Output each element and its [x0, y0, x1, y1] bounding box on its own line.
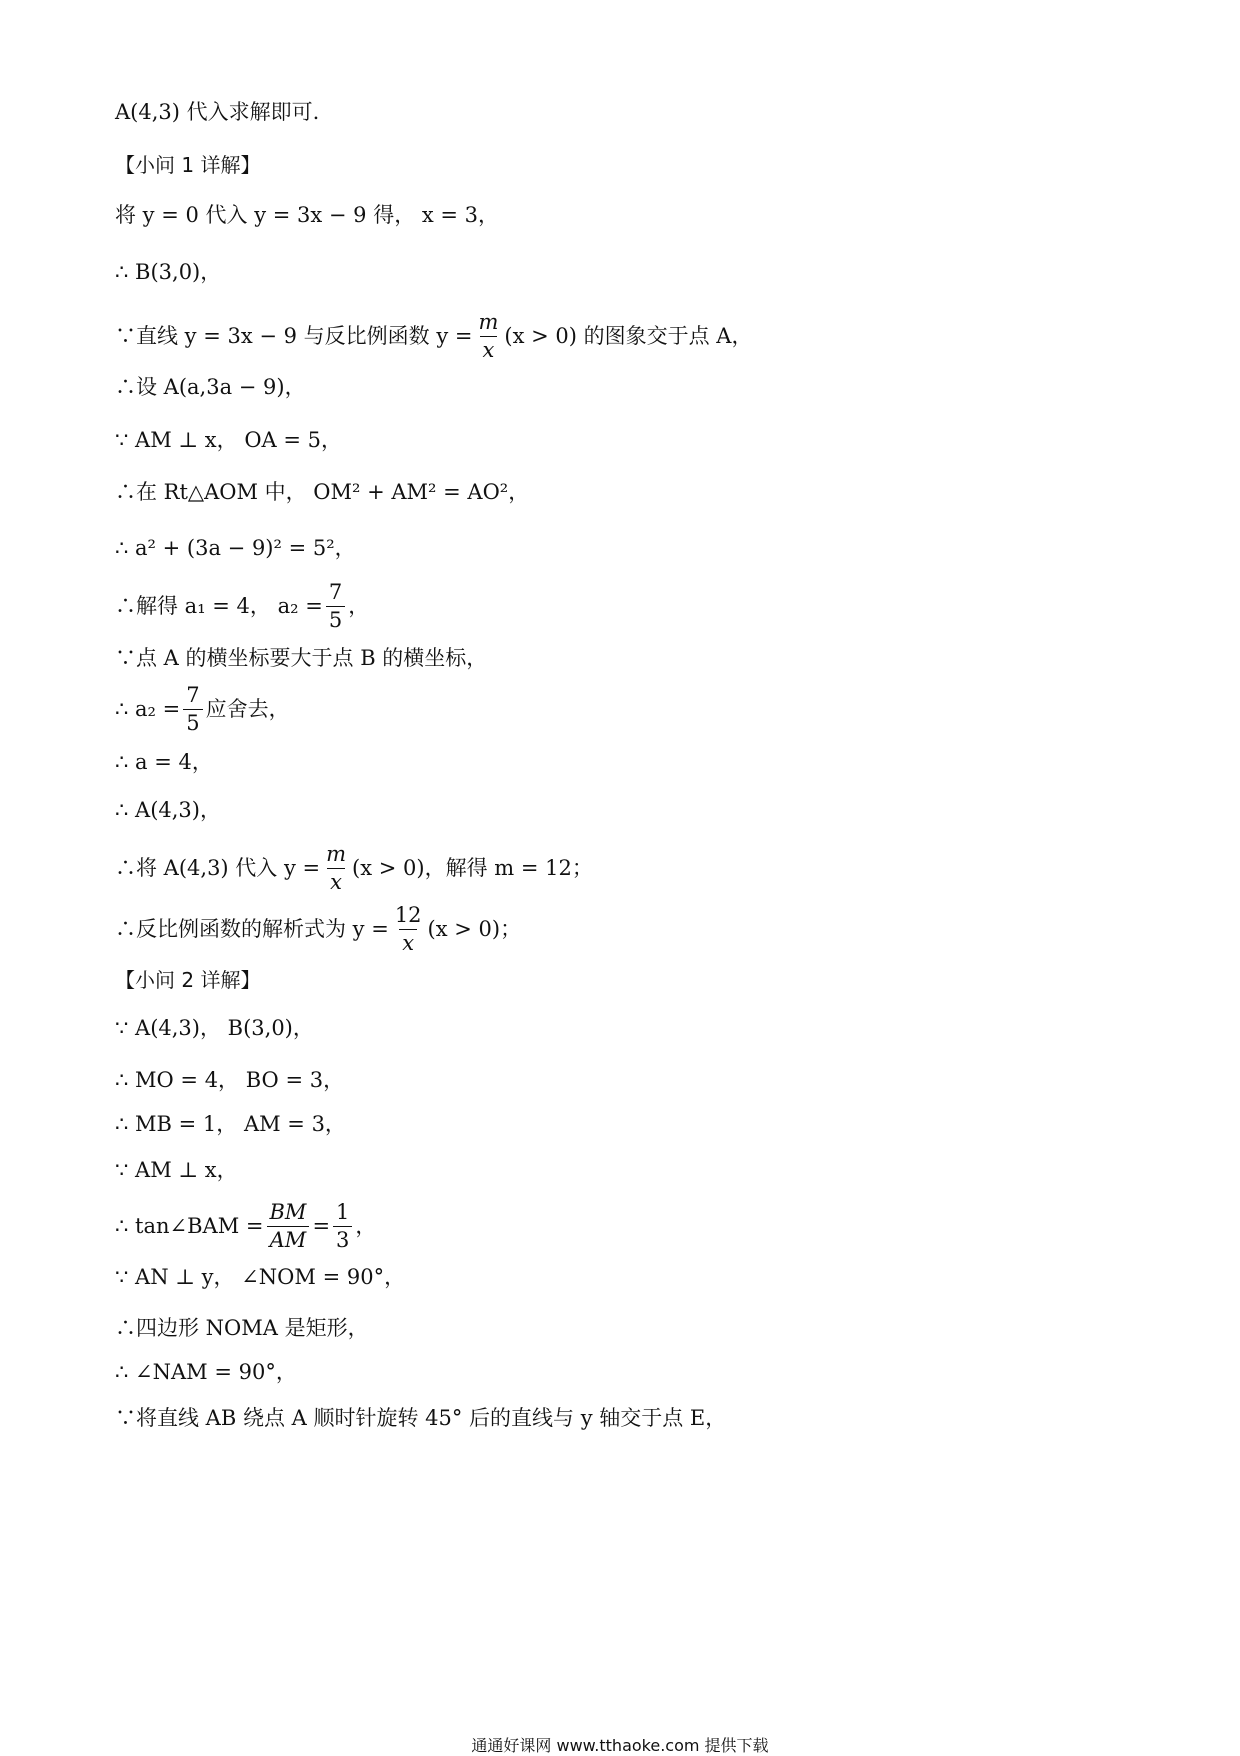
fraction: $\frac{BM}{AM}$	[267, 1202, 310, 1251]
text-line: ∴ A(4,3)，	[115, 798, 221, 822]
text-line: ∴ a₂ = $\frac{7}{5}$ 应舍去，	[115, 683, 290, 735]
text-line: ∴在 Rt△AOM 中， OM² + AM² = AO²，	[115, 480, 530, 504]
text-line: ∴ a = 4，	[115, 750, 213, 774]
section-heading-q1: 【小问 1 详解】	[115, 153, 261, 177]
text-line: 将 y = 0 代入 y = 3x − 9 得， x = 3，	[115, 203, 500, 227]
page-footer: 通通好课网 www.tthaoke.com 提供下载	[471, 1736, 769, 1755]
text-line: ∴ tan∠BAM = $\frac{BM}{AM}$ = $\frac{1}{3}$ ，	[115, 1200, 377, 1252]
text-line: ∴反比例函数的解析式为 y = $\frac{12}{x}$ (x > 0)；	[115, 903, 522, 955]
text-line: ∴将 A(4,3) 代入 y = $\frac{m}{x}$ (x > 0)，解得 m = 12；	[115, 842, 593, 894]
fraction: $\frac{7}{5}$	[183, 685, 202, 734]
text-line: ∴ ∠NAM = 90°，	[115, 1360, 297, 1384]
text-line: ∵ A(4,3)， B(3,0)，	[115, 1016, 314, 1040]
text-line: ∵将直线 AB 绕点 A 顺时针旋转 45° 后的直线与 y 轴交于点 E，	[115, 1406, 727, 1430]
text-line: ∴ a² + (3a − 9)² = 5²，	[115, 536, 356, 560]
fraction: $\frac{7}{5}$	[326, 582, 345, 631]
fraction: $\frac{1}{3}$	[333, 1202, 352, 1251]
text-line: ∴ MB = 1， AM = 3，	[115, 1112, 346, 1136]
text-line: ∵直线 y = 3x − 9 与反比例函数 y = $\frac{m}{x}$ (x > 0) 的图象交于点 A，	[115, 310, 753, 362]
section-heading-q2: 【小问 2 详解】	[115, 968, 261, 992]
text-line: ∴ MO = 4， BO = 3，	[115, 1068, 345, 1092]
text-line: ∵ AM ⊥ x， OA = 5，	[115, 428, 343, 452]
fraction: $\frac{m}{x}$	[478, 310, 499, 362]
fraction: $\frac{m}{x}$	[326, 842, 347, 894]
text-line: ∴ B(3,0)，	[115, 260, 222, 284]
text-line: ∵ AN ⊥ y， ∠NOM = 90°，	[115, 1265, 406, 1289]
fraction: $\frac{12}{x}$	[394, 903, 422, 955]
text-line: ∵ AM ⊥ x，	[115, 1158, 238, 1182]
text-line: A(4,3) 代入求解即可.	[115, 100, 320, 124]
text-line: ∴四边形 NOMA 是矩形，	[115, 1316, 369, 1340]
text-line: ∵点 A 的横坐标要大于点 B 的横坐标，	[115, 646, 488, 670]
text-line: ∴设 A(a,3a − 9)，	[115, 375, 306, 399]
text-line: ∴解得 a₁ = 4， a₂ = $\frac{7}{5}$ ，	[115, 580, 370, 632]
